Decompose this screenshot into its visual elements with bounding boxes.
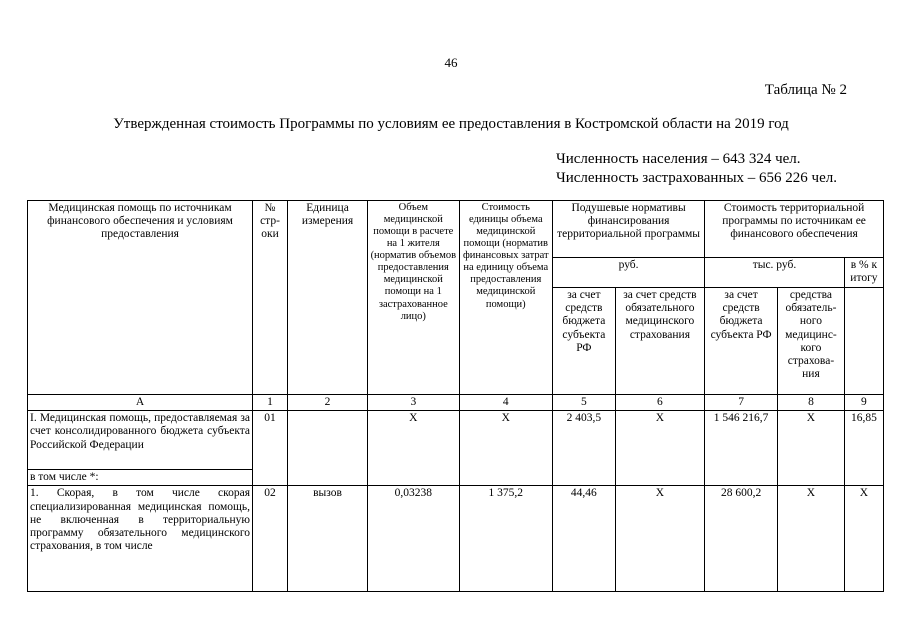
numbering-cell: 3 [368,395,459,411]
row-volume: Х [368,411,459,486]
cost-table [27,200,884,592]
row-unit-cost: 1 375,2 [459,486,553,592]
row-line-number: 01 [253,411,288,486]
header-col-9-empty [844,288,883,395]
header-col-1: № стр-оки [253,201,288,395]
header-col-6: за счет средств обязательного медицинского страхования [615,288,704,395]
numbering-cell: 4 [459,395,553,411]
row-per-capita-budget: 2 403,5 [553,411,616,486]
header-col-3: Объем медицинской помощи в расчете на 1 жителя (норматив объемов предоставления медицинской помощи на 1 застрахованное лицо) [368,201,459,395]
row-cost-budget: 1 546 216,7 [705,411,778,486]
row-per-capita-oms: Х [615,486,704,592]
numbering-row [28,395,884,411]
row-line-number: 02 [253,486,288,592]
row-unit: вызов [287,486,367,592]
population-count: Численность населения – 643 324 чел. [556,151,801,167]
row-name: 1. Скорая, в том числе скорая специализированная медицинская помощь, не включенная в территориальную программу обязательного медицинского страхования, в том числе [28,486,253,592]
header-col-5: за счет средств бюджета субъекта РФ [553,288,616,395]
numbering-cell: 2 [287,395,367,411]
numbering-cell: 1 [253,395,288,411]
row-cost-oms: Х [778,486,845,592]
row-name: I. Медицинская помощь, предоставляемая за счет консолидированного бюджета субъекта Российской Федерации [28,411,253,470]
row-per-capita-oms: Х [615,411,704,486]
header-col-2: Единица измерения [287,201,367,395]
header-group-per-capita: Подушевые нормативы финансирования территориальной программы [553,201,705,258]
document-title: Утвержденная стоимость Программы по условиям ее предоставления в Костромской области на 2019 год [113,116,789,132]
row-percent: 16,85 [844,411,883,486]
header-unit-rub: руб. [553,258,705,288]
table-label: Таблица № 2 [764,82,847,98]
header-group-program-cost: Стоимость территориальной программы по источникам ее финансового обеспечения [705,201,884,258]
header-unit-thousand-rub: тыс. руб. [705,258,845,288]
header-col-8: средства обязатель-ного медицинс-кого страхова-ния [778,288,845,395]
row-unit [287,411,367,486]
numbering-cell: 5 [553,395,616,411]
numbering-cell: 9 [844,395,883,411]
row-per-capita-budget: 44,46 [553,486,616,592]
header-col-7: за счет средств бюджета субъекта РФ [705,288,778,395]
numbering-cell: 7 [705,395,778,411]
row-cost-budget: 28 600,2 [705,486,778,592]
page-number: 46 [444,55,458,70]
row-percent: Х [844,486,883,592]
table-row [28,486,884,592]
numbering-cell: 6 [615,395,704,411]
header-col-9: в % к итогу [844,258,883,288]
row-unit-cost: Х [459,411,553,486]
numbering-cell: 8 [778,395,845,411]
insured-count: Численность застрахованных – 656 226 чел. [556,170,837,186]
table-row [28,411,884,470]
row-cost-oms: Х [778,411,845,486]
row-including-label: в том числе *: [28,470,253,486]
header-col-4: Стоимость единицы объема медицинской помощи (норматив финансовых затрат на единицу объема предоставления медицинской помощи) [459,201,553,395]
numbering-cell: А [28,395,253,411]
header-col-a: Медицинская помощь по источникам финансового обеспечения и условиям предоставления [28,201,253,395]
row-volume: 0,03238 [368,486,459,592]
